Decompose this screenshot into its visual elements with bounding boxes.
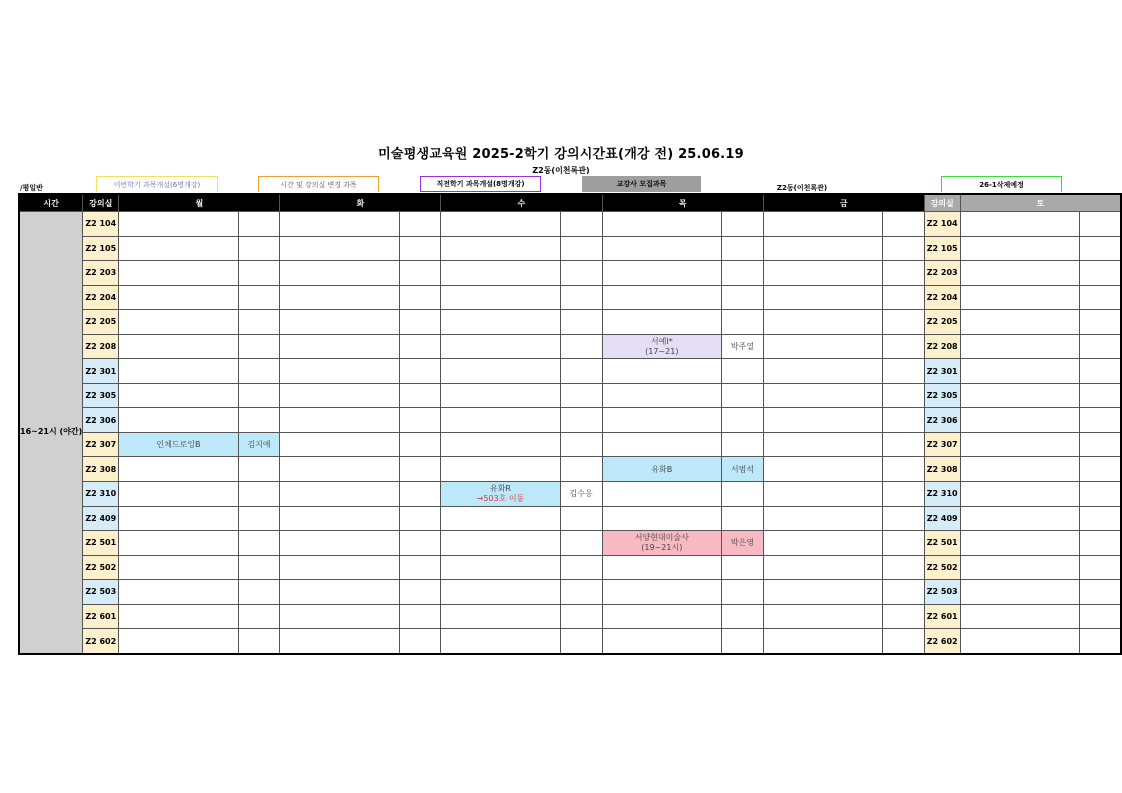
slot-cell[interactable] [602, 310, 721, 335]
slot-cell[interactable] [119, 334, 238, 359]
room-cell: Z2 208 [83, 334, 119, 359]
slot-cell[interactable] [960, 555, 1079, 580]
slot-cell[interactable] [722, 359, 764, 384]
slot-cell[interactable] [722, 285, 764, 310]
slot-cell[interactable] [441, 432, 560, 457]
slot-cell[interactable] [119, 236, 238, 261]
slot-cell[interactable] [1079, 555, 1121, 580]
slot-cell[interactable] [119, 555, 238, 580]
header-thursday: 목 [602, 194, 763, 212]
room-cell: Z2 310 [83, 482, 119, 507]
building-label-right: Z2동(이천록관) [776, 184, 828, 192]
room-cell: Z2 308 [83, 457, 119, 482]
header-saturday-room: 강의실 [924, 194, 960, 212]
room-cell: Z2 502 [83, 555, 119, 580]
slot-cell[interactable] [238, 482, 280, 507]
slot-cell[interactable] [441, 580, 560, 605]
slot-cell[interactable] [602, 432, 721, 457]
slot-cell[interactable] [602, 285, 721, 310]
table-row [19, 236, 1121, 261]
slot-cell[interactable] [399, 383, 441, 408]
slot-cell[interactable] [399, 236, 441, 261]
slot-cell[interactable] [602, 212, 721, 237]
slot-cell[interactable] [1079, 604, 1121, 629]
slot-cell[interactable] [883, 604, 925, 629]
slot-cell[interactable] [1079, 506, 1121, 531]
slot-cell[interactable] [238, 580, 280, 605]
room-cell: Z2 208 [924, 334, 960, 359]
slot-cell[interactable] [763, 236, 882, 261]
header-monday: 월 [119, 194, 280, 212]
slot-cell[interactable] [960, 629, 1079, 654]
header-friday: 금 [763, 194, 924, 212]
slot-cell[interactable] [763, 482, 882, 507]
room-cell: Z2 308 [924, 457, 960, 482]
slot-cell[interactable] [399, 506, 441, 531]
slot-cell[interactable] [763, 359, 882, 384]
slot-cell[interactable] [280, 285, 399, 310]
slot-cell[interactable] [763, 432, 882, 457]
slot-cell[interactable] [280, 482, 399, 507]
slot-cell[interactable] [441, 604, 560, 629]
slot-cell[interactable] [238, 261, 280, 286]
slot-cell[interactable] [960, 285, 1079, 310]
slot-cell[interactable] [883, 236, 925, 261]
slot-cell[interactable] [119, 629, 238, 654]
slot-cell[interactable] [722, 261, 764, 286]
slot-cell[interactable] [883, 482, 925, 507]
table-row [19, 457, 1121, 482]
slot-cell[interactable] [238, 506, 280, 531]
room-cell: Z2 503 [83, 580, 119, 605]
course-oil-painting-b[interactable]: 유화B [602, 457, 721, 482]
slot-cell[interactable] [763, 531, 882, 556]
table-row [19, 383, 1121, 408]
slot-cell[interactable] [441, 555, 560, 580]
instructor-cell[interactable]: 박은영 [722, 531, 764, 556]
room-cell: Z2 105 [83, 236, 119, 261]
header-time: 시간 [19, 194, 83, 212]
slot-cell[interactable] [1079, 531, 1121, 556]
slot-cell[interactable] [883, 359, 925, 384]
slot-cell[interactable] [602, 359, 721, 384]
slot-cell[interactable] [399, 408, 441, 433]
slot-cell[interactable] [883, 506, 925, 531]
header-saturday: 토 [960, 194, 1121, 212]
slot-cell[interactable] [763, 457, 882, 482]
slot-cell[interactable] [280, 310, 399, 335]
slot-cell[interactable] [238, 212, 280, 237]
slot-cell[interactable] [602, 236, 721, 261]
slot-cell[interactable] [280, 531, 399, 556]
slot-cell[interactable] [238, 629, 280, 654]
slot-cell[interactable] [960, 212, 1079, 237]
slot-cell[interactable] [722, 604, 764, 629]
room-cell: Z2 503 [924, 580, 960, 605]
slot-cell[interactable] [722, 506, 764, 531]
slot-cell[interactable] [119, 408, 238, 433]
slot-cell[interactable] [399, 212, 441, 237]
slot-cell[interactable] [399, 285, 441, 310]
slot-cell[interactable] [763, 506, 882, 531]
room-cell: Z2 301 [83, 359, 119, 384]
slot-cell[interactable] [1079, 383, 1121, 408]
header-room: 강의실 [83, 194, 119, 212]
room-cell: Z2 105 [924, 236, 960, 261]
slot-cell[interactable] [763, 285, 882, 310]
slot-cell[interactable] [960, 408, 1079, 433]
slot-cell[interactable] [560, 408, 602, 433]
slot-cell[interactable] [722, 212, 764, 237]
slot-cell[interactable] [602, 482, 721, 507]
room-cell: Z2 204 [83, 285, 119, 310]
slot-cell[interactable] [560, 506, 602, 531]
slot-cell[interactable] [883, 531, 925, 556]
course-name: 유화R [489, 483, 511, 493]
table-row [19, 555, 1121, 580]
slot-cell[interactable] [119, 383, 238, 408]
course-oil-painting-r[interactable] [441, 482, 560, 507]
legend-previous-course: 직전학기 과목개설(8명개강) [420, 176, 541, 192]
table-row [19, 629, 1121, 654]
slot-cell[interactable] [238, 310, 280, 335]
slot-cell[interactable] [441, 285, 560, 310]
slot-cell[interactable] [238, 408, 280, 433]
slot-cell[interactable] [960, 604, 1079, 629]
table-row [19, 285, 1121, 310]
instructor-cell[interactable]: 박주열 [722, 334, 764, 359]
slot-cell[interactable] [119, 580, 238, 605]
slot-cell[interactable] [119, 261, 238, 286]
slot-cell[interactable] [399, 359, 441, 384]
slot-cell[interactable] [399, 604, 441, 629]
room-cell: Z2 203 [83, 261, 119, 286]
course-figure-drawing[interactable]: 인체드로잉B [119, 432, 238, 457]
room-cell: Z2 602 [924, 629, 960, 654]
slot-cell[interactable] [602, 506, 721, 531]
header-tuesday: 화 [280, 194, 441, 212]
instructor-cell[interactable]: 김지애 [238, 432, 280, 457]
slot-cell[interactable] [560, 555, 602, 580]
course-calligraphy[interactable] [602, 334, 721, 359]
slot-cell[interactable] [602, 580, 721, 605]
slot-cell[interactable] [560, 261, 602, 286]
slot-cell[interactable] [602, 604, 721, 629]
slot-cell[interactable] [441, 506, 560, 531]
time-slot: 16~21시 (야간) [19, 212, 83, 654]
slot-cell[interactable] [1079, 457, 1121, 482]
slot-cell[interactable] [1079, 580, 1121, 605]
room-cell: Z2 601 [83, 604, 119, 629]
slot-cell[interactable] [960, 261, 1079, 286]
slot-cell[interactable] [280, 408, 399, 433]
table-row [19, 261, 1121, 286]
room-cell: Z2 306 [83, 408, 119, 433]
slot-cell[interactable] [763, 383, 882, 408]
slot-cell[interactable] [441, 457, 560, 482]
room-cell: Z2 205 [83, 310, 119, 335]
slot-cell[interactable] [883, 285, 925, 310]
slot-cell[interactable] [722, 236, 764, 261]
slot-cell[interactable] [119, 359, 238, 384]
room-cell: Z2 104 [83, 212, 119, 237]
slot-cell[interactable] [238, 359, 280, 384]
timetable [18, 193, 1122, 655]
slot-cell[interactable] [441, 261, 560, 286]
room-cell: Z2 204 [924, 285, 960, 310]
slot-cell[interactable] [560, 432, 602, 457]
slot-cell[interactable] [560, 310, 602, 335]
slot-cell[interactable] [1079, 482, 1121, 507]
room-cell: Z2 104 [924, 212, 960, 237]
slot-cell[interactable] [602, 408, 721, 433]
slot-cell[interactable] [238, 285, 280, 310]
slot-cell[interactable] [280, 334, 399, 359]
slot-cell[interactable] [280, 457, 399, 482]
slot-cell[interactable] [280, 359, 399, 384]
slot-cell[interactable] [399, 310, 441, 335]
slot-cell[interactable] [960, 482, 1079, 507]
slot-cell[interactable] [560, 359, 602, 384]
slot-cell[interactable] [960, 310, 1079, 335]
slot-cell[interactable] [280, 555, 399, 580]
slot-cell[interactable] [722, 629, 764, 654]
table-row [19, 506, 1121, 531]
slot-cell[interactable] [280, 604, 399, 629]
header-row [19, 194, 1121, 212]
course-modern-art-history[interactable] [602, 531, 721, 556]
slot-cell[interactable] [238, 457, 280, 482]
slot-cell[interactable] [280, 506, 399, 531]
slot-cell[interactable] [960, 359, 1079, 384]
slot-cell[interactable] [763, 555, 882, 580]
slot-cell[interactable] [441, 359, 560, 384]
slot-cell[interactable] [883, 383, 925, 408]
room-move-note: →503호 이동 [476, 493, 525, 503]
room-cell: Z2 305 [924, 383, 960, 408]
slot-cell[interactable] [883, 580, 925, 605]
slot-cell[interactable] [960, 457, 1079, 482]
slot-cell[interactable] [560, 212, 602, 237]
table-row [19, 310, 1121, 335]
slot-cell[interactable] [763, 604, 882, 629]
slot-cell[interactable] [763, 334, 882, 359]
slot-cell[interactable] [722, 482, 764, 507]
slot-cell[interactable] [883, 457, 925, 482]
slot-cell[interactable] [763, 212, 882, 237]
slot-cell[interactable] [960, 236, 1079, 261]
slot-cell[interactable] [280, 580, 399, 605]
slot-cell[interactable] [441, 212, 560, 237]
slot-cell[interactable] [441, 629, 560, 654]
slot-cell[interactable] [960, 334, 1079, 359]
room-cell: Z2 502 [924, 555, 960, 580]
table-row [19, 359, 1121, 384]
slot-cell[interactable] [722, 555, 764, 580]
building-label: Z2동(이천록관) [532, 166, 590, 175]
table-row [19, 531, 1121, 556]
slot-cell[interactable] [280, 261, 399, 286]
slot-cell[interactable] [399, 580, 441, 605]
legend-instructor-recruit: 교강사 모집과목 [582, 176, 701, 192]
room-cell: Z2 601 [924, 604, 960, 629]
course-name: 서양현대미술사 [634, 532, 689, 542]
slot-cell[interactable] [763, 408, 882, 433]
slot-cell[interactable] [1079, 359, 1121, 384]
slot-cell[interactable] [399, 555, 441, 580]
slot-cell[interactable] [883, 261, 925, 286]
slot-cell[interactable] [280, 236, 399, 261]
legend-changed-course: 시간 및 강의실 변경 과목 [258, 176, 379, 192]
slot-cell[interactable] [960, 506, 1079, 531]
slot-cell[interactable] [441, 383, 560, 408]
room-cell: Z2 305 [83, 383, 119, 408]
slot-cell[interactable] [602, 555, 721, 580]
table-row [19, 432, 1121, 457]
slot-cell[interactable] [960, 383, 1079, 408]
slot-cell[interactable] [1079, 236, 1121, 261]
slot-cell[interactable] [238, 334, 280, 359]
slot-cell[interactable] [960, 580, 1079, 605]
slot-cell[interactable] [560, 629, 602, 654]
slot-cell[interactable] [960, 432, 1079, 457]
slot-cell[interactable] [602, 629, 721, 654]
slot-cell[interactable] [280, 383, 399, 408]
slot-cell[interactable] [399, 457, 441, 482]
page-title: 미술평생교육원 2025-2학기 강의시간표(개강 전) 25.06.19 [378, 147, 744, 162]
slot-cell[interactable] [560, 457, 602, 482]
weekday-class-label: /평일반 [20, 184, 43, 192]
slot-cell[interactable] [1079, 432, 1121, 457]
room-cell: Z2 307 [83, 432, 119, 457]
slot-cell[interactable] [1079, 629, 1121, 654]
slot-cell[interactable] [399, 531, 441, 556]
slot-cell[interactable] [119, 310, 238, 335]
slot-cell[interactable] [883, 334, 925, 359]
slot-cell[interactable] [280, 212, 399, 237]
slot-cell[interactable] [399, 482, 441, 507]
slot-cell[interactable] [722, 432, 764, 457]
slot-cell[interactable] [1079, 212, 1121, 237]
slot-cell[interactable] [560, 285, 602, 310]
room-cell: Z2 310 [924, 482, 960, 507]
room-cell: Z2 307 [924, 432, 960, 457]
table-row [19, 580, 1121, 605]
slot-cell[interactable] [119, 604, 238, 629]
slot-cell[interactable] [441, 334, 560, 359]
instructor-cell[interactable]: 김수응 [560, 482, 602, 507]
room-cell: Z2 409 [83, 506, 119, 531]
table-row [19, 408, 1121, 433]
header-wednesday: 수 [441, 194, 602, 212]
instructor-cell[interactable]: 서범석 [722, 457, 764, 482]
table-row [19, 482, 1121, 507]
slot-cell[interactable] [883, 432, 925, 457]
slot-cell[interactable] [883, 555, 925, 580]
legend-new-course: 이번학기 과목개설(6명개강) [96, 176, 218, 192]
slot-cell[interactable] [119, 531, 238, 556]
slot-cell[interactable] [1079, 334, 1121, 359]
slot-cell[interactable] [883, 212, 925, 237]
room-cell: Z2 203 [924, 261, 960, 286]
slot-cell[interactable] [883, 629, 925, 654]
slot-cell[interactable] [763, 261, 882, 286]
slot-cell[interactable] [722, 408, 764, 433]
slot-cell[interactable] [238, 531, 280, 556]
slot-cell[interactable] [399, 432, 441, 457]
table-row [19, 212, 1121, 237]
slot-cell[interactable] [441, 236, 560, 261]
slot-cell[interactable] [602, 383, 721, 408]
slot-cell[interactable] [1079, 285, 1121, 310]
table-row [19, 334, 1121, 359]
slot-cell[interactable] [1079, 261, 1121, 286]
slot-cell[interactable] [560, 334, 602, 359]
slot-cell[interactable] [238, 236, 280, 261]
course-name: 서예Ⅰ* [650, 336, 673, 346]
room-cell: Z2 205 [924, 310, 960, 335]
slot-cell[interactable] [119, 506, 238, 531]
slot-cell[interactable] [560, 383, 602, 408]
slot-cell[interactable] [119, 457, 238, 482]
slot-cell[interactable] [763, 629, 882, 654]
slot-cell[interactable] [560, 580, 602, 605]
slot-cell[interactable] [960, 531, 1079, 556]
room-cell: Z2 409 [924, 506, 960, 531]
slot-cell[interactable] [238, 604, 280, 629]
room-cell: Z2 306 [924, 408, 960, 433]
slot-cell[interactable] [722, 310, 764, 335]
slot-cell[interactable] [722, 580, 764, 605]
slot-cell[interactable] [399, 261, 441, 286]
slot-cell[interactable] [763, 580, 882, 605]
slot-cell[interactable] [399, 629, 441, 654]
slot-cell[interactable] [560, 531, 602, 556]
course-time: (17~21) [645, 346, 679, 356]
slot-cell[interactable] [441, 531, 560, 556]
slot-cell[interactable] [883, 408, 925, 433]
table-row [19, 604, 1121, 629]
slot-cell[interactable] [1079, 310, 1121, 335]
slot-cell[interactable] [722, 383, 764, 408]
slot-cell[interactable] [119, 482, 238, 507]
course-time: (19~21시) [641, 542, 683, 552]
slot-cell[interactable] [441, 408, 560, 433]
slot-cell[interactable] [280, 629, 399, 654]
slot-cell[interactable] [883, 310, 925, 335]
slot-cell[interactable] [560, 236, 602, 261]
slot-cell[interactable] [238, 555, 280, 580]
slot-cell[interactable] [560, 604, 602, 629]
slot-cell[interactable] [399, 334, 441, 359]
slot-cell[interactable] [238, 383, 280, 408]
slot-cell[interactable] [602, 261, 721, 286]
slot-cell[interactable] [119, 285, 238, 310]
slot-cell[interactable] [280, 432, 399, 457]
room-cell: Z2 301 [924, 359, 960, 384]
slot-cell[interactable] [1079, 408, 1121, 433]
slot-cell[interactable] [119, 212, 238, 237]
slot-cell[interactable] [441, 310, 560, 335]
legend-to-be-deleted: 26-1삭제예정 [941, 176, 1062, 192]
slot-cell[interactable] [763, 310, 882, 335]
room-cell: Z2 602 [83, 629, 119, 654]
room-cell: Z2 501 [924, 531, 960, 556]
room-cell: Z2 501 [83, 531, 119, 556]
